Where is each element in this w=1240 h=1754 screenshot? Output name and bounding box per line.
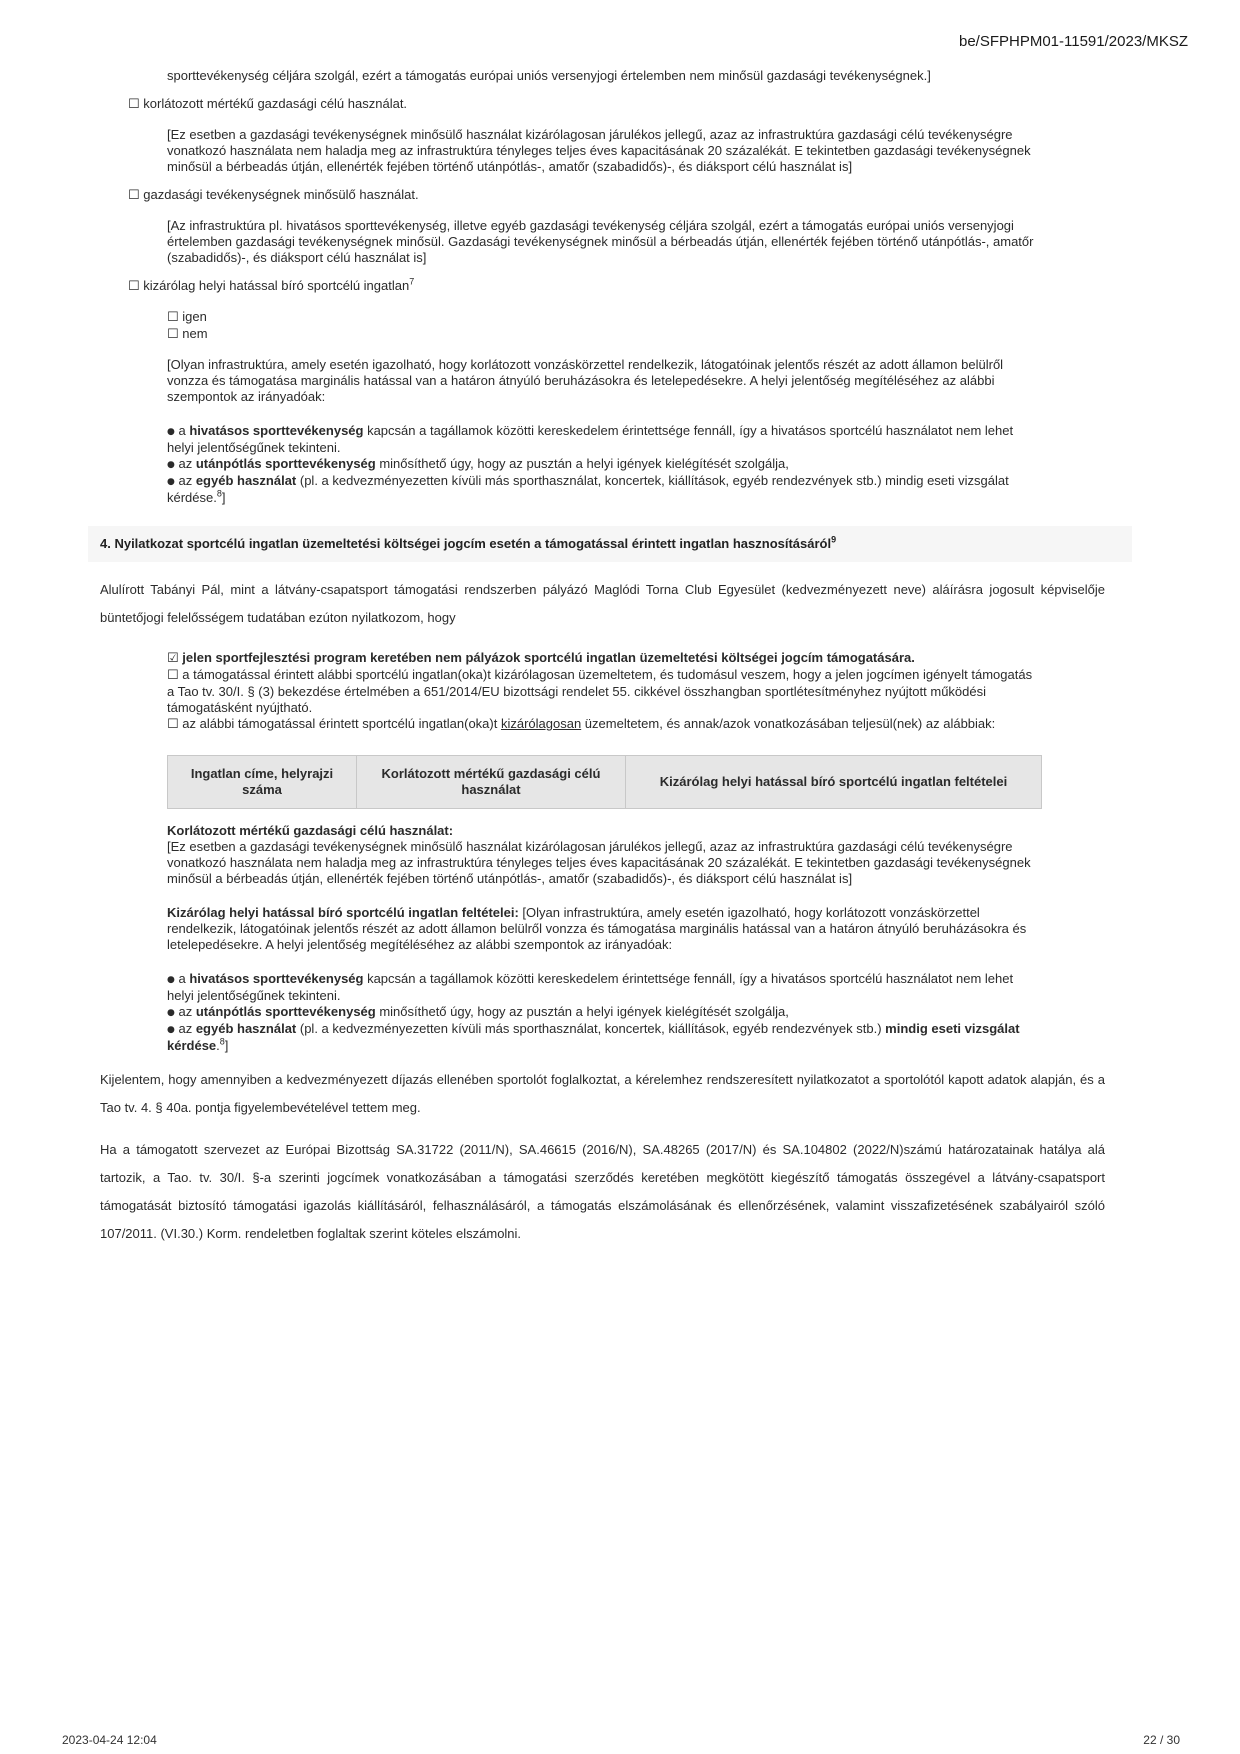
list-item: ● a hivatásos sporttevékenység kapcsán a tagállamok közötti kereskedelem érintettsége fennáll, így a hivatásos sportcélú használatot nem lehet helyi jelentőségűnek tekinteni.: [167, 423, 1014, 455]
list-item: ● az egyéb használat (pl. a kedvezményezetten kívüli más sporthasználat, koncertek, kiállítások, egyéb rendezvények stb.) mindig eseti vizsgálat kérdése.$^8$]: [167, 473, 1009, 505]
document-reference: be/SFPHPM01-11591/2023/MKSZ: [958, 33, 1188, 50]
list-item: ● az utánpótlás sporttevékenység minősíthető úgy, hogy az pusztán a helyi igények kielégítését szolgálja,: [167, 1004, 789, 1019]
option-local-impact-label: kizárólag helyi hatással bíró sportcélú ingatlan: [143, 278, 410, 293]
checkbox-local-no[interactable]: ☐: [167, 327, 179, 342]
checkbox-economic-use[interactable]: ☐: [128, 188, 140, 203]
option-local-yes-label: igen: [182, 309, 207, 324]
column-header-address: Ingatlan címe, helyrajzi száma: [168, 756, 357, 809]
statement-athletes: Kijelentem, hogy amennyiben a kedvezményezett díjazás ellenében sportolót foglalkoztat, a kérelemhez rendszeresített nyilatkozatot a sportolótól kapott adatok alapján, és a Tao tv. 4. § 40a. pontja figyelembevételével tettem meg.: [100, 1072, 1105, 1115]
checkbox-exclusive-operation[interactable]: ☐: [167, 668, 179, 683]
option-economic-use: [128, 187, 1110, 204]
bullet-icon: ●: [167, 460, 175, 470]
list-item: ● az egyéb használat (pl. a kedvezményezetten kívüli más sporthasználat, koncertek, kiállítások, egyéb rendezvények stb.) mindig eseti vizsgálat kérdése.$^8$]: [167, 1021, 1020, 1053]
limited-use-title: Korlátozott mértékű gazdasági célú használat:: [167, 823, 454, 838]
option-local-no-label: nem: [182, 326, 208, 341]
column-header-local-conditions: Kizárólag helyi hatással bíró sportcélú ingatlan feltételei: [626, 756, 1042, 809]
option-limited-use-desc: [Ez esetben a gazdasági tevékenységnek minősülő használat kizárólagosan járulékos jellegű, azaz az infrastruktúra gazdasági célú tevékenységre vonatkozó használata nem haladja meg az infrastruktúra tényleges teljes éves kapacitásának 20 százalékát. E tekintetben gazdasági tevékenységnek minősül a bérbeadás útján, ellenérték fejében történő utánpótlás-, amatőr (szabadidős)-, és diáksport célú használat is]: [167, 127, 1031, 174]
property-table: [167, 755, 1042, 809]
checkbox-limited-use[interactable]: ☐: [128, 97, 140, 112]
choice-no-application: [167, 650, 1037, 667]
table-header-row: [168, 756, 1042, 809]
local-conditions-title: Kizárólag helyi hatással bíró sportcélú ingatlan feltételei:: [167, 905, 519, 920]
checkbox-local-impact[interactable]: ☐: [128, 279, 140, 294]
option-local-no: [167, 326, 1110, 343]
local-conditions-text: [Olyan infrastruktúra, amely esetén igazolható, hogy korlátozott vonzáskörzettel rendelkezik, látogatóinak jelentős részét az adott államon belülről vonzza és támogatása marginális hatással van a határon átnyúló beruházásokra és letelepedésekre. A helyi jelentőség megítéléséhez az alábbi szempontok az irányadóak:: [167, 905, 1027, 952]
choice-exclusive-operation-label: a támogatással érintett alábbi sportcélú ingatlan(oka)t kizárólagosan üzemeltetem, és tudomásul veszem, hogy a jelen jogcímen igényelt támogatás a Tao tv. 30/I. § (3) bekezdése értelmében a 651/2014/EU bizottsági rendelet 55. cikkével összhangban sportlétesítményhez nyújtott működési támogatásként nyújtható.: [167, 667, 1033, 715]
footnote-ref-8: 8: [216, 488, 222, 499]
list-item: ● az utánpótlás sporttevékenység minősíthető úgy, hogy az pusztán a helyi igények kielégítését szolgálja,: [167, 456, 789, 471]
bullet-icon: ●: [167, 477, 175, 487]
criteria-list-2: [167, 971, 1037, 1054]
option-limited-use-label: korlátozott mértékű gazdasági célú használat.: [143, 96, 408, 111]
continued-text: sporttevékenység céljára szolgál, ezért a támogatás európai uniós versenyjogi értelemben nem minősül gazdasági tevékenységnek.]: [167, 68, 931, 83]
option-local-impact-desc: [Olyan infrastruktúra, amely esetén igazolható, hogy korlátozott vonzáskörzettel rendelkezik, látogatóinak jelentős részét az adott államon belülről vonzza és támogatása marginális hatással van a határon átnyúló beruházásokra és letelepedésekre. A helyi jelentőség megítéléséhez az alábbi szempontok az irányadóak:: [167, 357, 1004, 404]
choice-exclusive-operation: [167, 667, 1037, 716]
limited-use-text: [Ez esetben a gazdasági tevékenységnek minősülő használat kizárólagosan járulékos jellegű, azaz az infrastruktúra gazdasági célú tevékenységre vonatkozó használata nem haladja meg az infrastruktúra tényleges teljes éves kapacitásának 20 százalékát. E tekintetben gazdasági tevékenységnek minősül a bérbeadás útján, ellenérték fejében történő utánpótlás-, amatőr (szabadidős)-, és diáksport célú használat is]: [167, 839, 1031, 886]
declaration-text: Alulírott Tabányi Pál, mint a látvány-csapatsport támogatási rendszerben pályázó Maglódi Torna Club Egyesület (kedvezményezett neve) aláírásra jogosult képviselője büntetőjogi felelősségem tudatában ezúton nyilatkozom, hogy: [100, 582, 1105, 625]
section-4-header: [88, 526, 1132, 562]
page-number: 22 / 30: [1143, 1733, 1180, 1747]
declaration-choices: [167, 650, 1037, 733]
bullet-icon: ●: [167, 1025, 175, 1035]
bullet-icon: ●: [167, 427, 175, 437]
page-content: [100, 68, 1110, 1248]
list-item: ● a hivatásos sporttevékenység kapcsán a tagállamok közötti kereskedelem érintettsége fennáll, így a hivatásos sportcélú használatot nem lehet helyi jelentőségűnek tekinteni.: [167, 971, 1014, 1003]
checkbox-no-application[interactable]: ☑: [167, 651, 179, 666]
choice-conditions: ☐ az alábbi támogatással érintett sportcélú ingatlan(oka)t kizárólagosan üzemeltetem, és annak/azok vonatkozásában teljesül(nek) az alábbiak:: [167, 716, 996, 732]
option-local-yes: [167, 309, 1110, 326]
checkbox-local-yes[interactable]: ☐: [167, 310, 179, 325]
footnote-ref-7: 7: [409, 276, 415, 287]
checkbox-conditions[interactable]: ☐: [167, 717, 179, 732]
option-limited-use: [128, 96, 1110, 113]
bullet-icon: ●: [167, 1008, 175, 1018]
option-economic-use-label: gazdasági tevékenységnek minősülő használat.: [143, 187, 419, 202]
limited-use-block: [167, 823, 1037, 887]
footnote-ref-8: 8: [219, 1036, 225, 1047]
option-local-impact: [128, 278, 1110, 295]
statement-settlement: Ha a támogatott szervezet az Európai Bizottság SA.31722 (2011/N), SA.46615 (2016/N), SA.48265 (2017/N) és SA.104802 (2022/N)számú határozatainak hatálya alá tartozik, a Tao. tv. 30/I. §-a szerinti jogcímek vonatkozásában a támogatási szerződés keretében megkötött kiegészítő támogatás összegével a látvány-csapatsport támogatását biztosító támogatási igazolás kiállításáról, felhasználásáról, a támogatás elszámolásának és ellenőrzésének, valamint visszafizetésének szabályairól szóló 107/2011. (VI.30.) Korm. rendeletben foglaltak szerint köteles elszámolni.: [100, 1142, 1105, 1241]
bullet-icon: ●: [167, 975, 175, 985]
criteria-list-1: [167, 423, 1037, 506]
footnote-ref-9: 9: [831, 534, 837, 545]
choice-no-application-label: jelen sportfejlesztési program keretében nem pályázok sportcélú ingatlan üzemeltetési költségei jogcím támogatására.: [182, 650, 915, 665]
option-economic-use-desc: [Az infrastruktúra pl. hivatásos sporttevékenység, illetve egyéb gazdasági tevékenység céljára szolgál, ezért a támogatás európai uniós versenyjogi értelemben gazdasági tevékenységnek minősül. Gazdasági tevékenységnek minősül a bérbeadás útján, ellenérték fejében történő utánpótlás-, amatőr (szabadidős)-, és diáksport célú használat is]: [167, 218, 1034, 265]
local-conditions-block: [167, 905, 1037, 953]
column-header-limited-use: Korlátozott mértékű gazdasági célú használat: [357, 756, 626, 809]
footer-date: 2023-04-24 12:04: [62, 1733, 157, 1747]
section-4-title: 4. Nyilatkozat sportcélú ingatlan üzemeltetési költségei jogcím esetén a támogatással érintett ingatlan hasznosításáról: [100, 536, 832, 551]
